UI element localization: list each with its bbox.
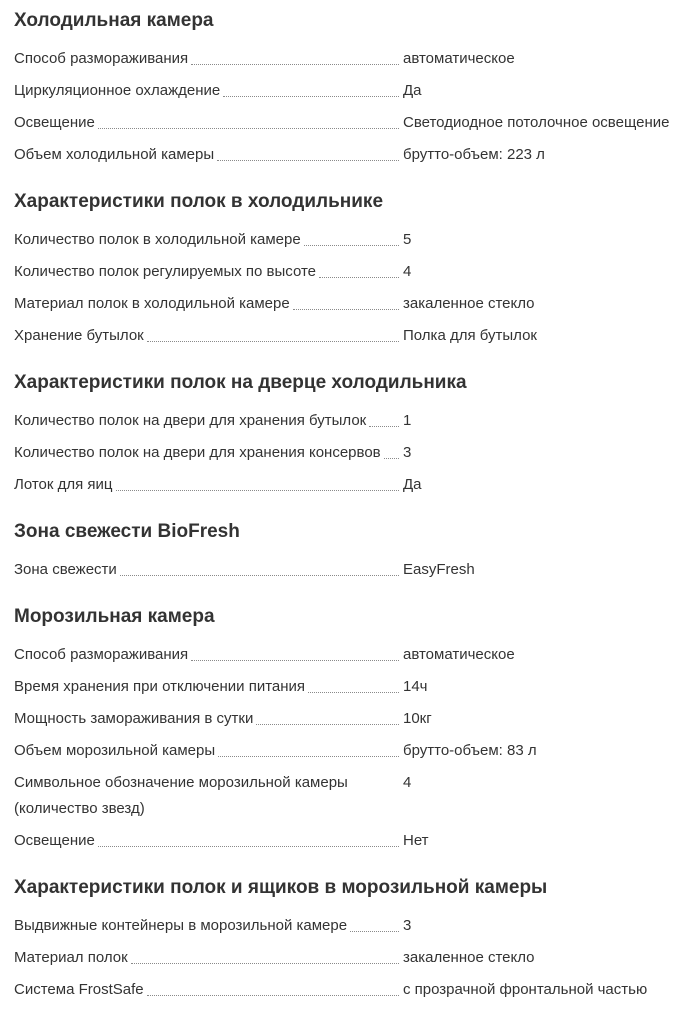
spec-value: брутто-объем: 83 л	[403, 742, 537, 759]
spec-label: Зона свежести	[14, 561, 117, 578]
section-title-freezer-compartment: Морозильная камера	[14, 606, 215, 627]
spec-value: 3	[403, 917, 412, 934]
spec-value: Светодиодное потолочное освещение	[403, 114, 670, 131]
section-title-door-shelves: Характеристики полок на дверце холодильника	[14, 372, 467, 393]
spec-value: 4	[403, 774, 412, 791]
spec-label: Хранение бутылок	[14, 327, 144, 344]
dotted-leader	[223, 96, 399, 97]
section-title-fridge-shelves: Характеристики полок в холодильнике	[14, 191, 384, 212]
spec-row-freezer-shelf-material	[14, 945, 678, 971]
spec-label: Количество полок на двери для хранения консервов	[14, 444, 381, 461]
dotted-leader	[256, 724, 399, 725]
spec-value: 3	[403, 444, 412, 461]
spec-label: Выдвижные контейнеры в морозильной камере	[14, 917, 348, 934]
dotted-leader	[191, 64, 399, 65]
section-title-fridge-compartment: Холодильная камера	[14, 10, 214, 31]
dotted-leader	[147, 341, 399, 342]
spec-row-defrost-method	[14, 46, 678, 72]
spec-label: Материал полок в холодильной камере	[14, 295, 290, 312]
spec-label: Освещение	[14, 114, 95, 131]
spec-label: Время хранения при отключении питания	[14, 678, 306, 695]
spec-value: 10кг	[403, 710, 432, 727]
spec-label: Освещение	[14, 832, 95, 849]
spec-value: Нет	[403, 832, 429, 849]
dotted-leader	[147, 995, 399, 996]
spec-value: 1	[403, 412, 412, 429]
spec-label: Способ размораживания	[14, 646, 189, 663]
dotted-leader	[98, 846, 399, 847]
specs-page	[14, 8, 678, 1003]
dotted-leader	[120, 575, 399, 576]
spec-label: Объем холодильной камеры	[14, 146, 215, 163]
spec-row-bottle-storage	[14, 323, 678, 349]
spec-label: Количество полок на двери для хранения бутылок	[14, 412, 367, 429]
dotted-leader	[116, 490, 399, 491]
dotted-leader	[350, 931, 399, 932]
spec-label: Материал полок	[14, 949, 128, 966]
spec-row-shelf-count	[14, 227, 678, 253]
dotted-leader	[369, 426, 399, 427]
section-title-biofresh-zone: Зона свежести BioFresh	[14, 521, 240, 542]
spec-row-circulation-cooling	[14, 78, 678, 104]
spec-row-door-bottle-shelves	[14, 408, 678, 434]
spec-label: Система FrostSafe	[14, 981, 144, 998]
spec-value: 5	[403, 231, 412, 248]
dotted-leader	[131, 963, 399, 964]
dotted-leader	[319, 277, 399, 278]
spec-label: Количество полок в холодильной камере	[14, 231, 301, 248]
dotted-leader	[217, 160, 399, 161]
spec-value: закаленное стекло	[403, 949, 535, 966]
spec-row-star-rating	[14, 770, 678, 822]
spec-label: Циркуляционное охлаждение	[14, 82, 221, 99]
spec-value: брутто-объем: 223 л	[403, 146, 545, 163]
dotted-leader	[304, 245, 399, 246]
dotted-leader	[384, 458, 399, 459]
spec-row-storage-time-power-off	[14, 674, 678, 700]
spec-value: Да	[403, 82, 422, 99]
spec-row-freezer-lighting	[14, 828, 678, 854]
spec-row-freezer-volume	[14, 738, 678, 764]
spec-value: EasyFresh	[403, 561, 475, 578]
spec-row-adjustable-shelves	[14, 259, 678, 285]
spec-row-frostsafe-system	[14, 977, 678, 1003]
spec-value: автоматическое	[403, 646, 515, 663]
spec-label: Способ размораживания	[14, 50, 189, 67]
spec-label: Количество полок регулируемых по высоте	[14, 263, 317, 280]
spec-value: автоматическое	[403, 50, 515, 67]
dotted-leader	[218, 756, 399, 757]
dotted-leader	[98, 128, 399, 129]
spec-row-egg-tray	[14, 472, 678, 498]
spec-value: Полка для бутылок	[403, 327, 537, 344]
spec-row-fridge-volume	[14, 142, 678, 168]
spec-row-shelf-material	[14, 291, 678, 317]
spec-row-door-can-shelves	[14, 440, 678, 466]
spec-row-freezer-drawers	[14, 913, 678, 939]
spec-label: Объем морозильной камеры	[14, 742, 216, 759]
spec-value: 14ч	[403, 678, 428, 695]
spec-row-lighting	[14, 110, 678, 136]
spec-label: Лоток для яиц	[14, 476, 113, 493]
spec-value: 4	[403, 263, 412, 280]
spec-label: Символьное обозначение морозильной камеры (количество звезд)	[14, 774, 348, 817]
dotted-leader	[293, 309, 399, 310]
spec-value: с прозрачной фронтальной частью	[403, 981, 648, 998]
spec-row-freshness-zone	[14, 557, 678, 583]
dotted-leader	[191, 660, 399, 661]
spec-value: Да	[403, 476, 422, 493]
spec-value: закаленное стекло	[403, 295, 535, 312]
spec-row-freezer-defrost-method	[14, 642, 678, 668]
section-title-freezer-shelves-drawers: Характеристики полок и ящиков в морозильной камеры	[14, 877, 548, 898]
dotted-leader	[308, 692, 399, 693]
spec-row-freezing-capacity	[14, 706, 678, 732]
spec-label: Мощность замораживания в сутки	[14, 710, 254, 727]
